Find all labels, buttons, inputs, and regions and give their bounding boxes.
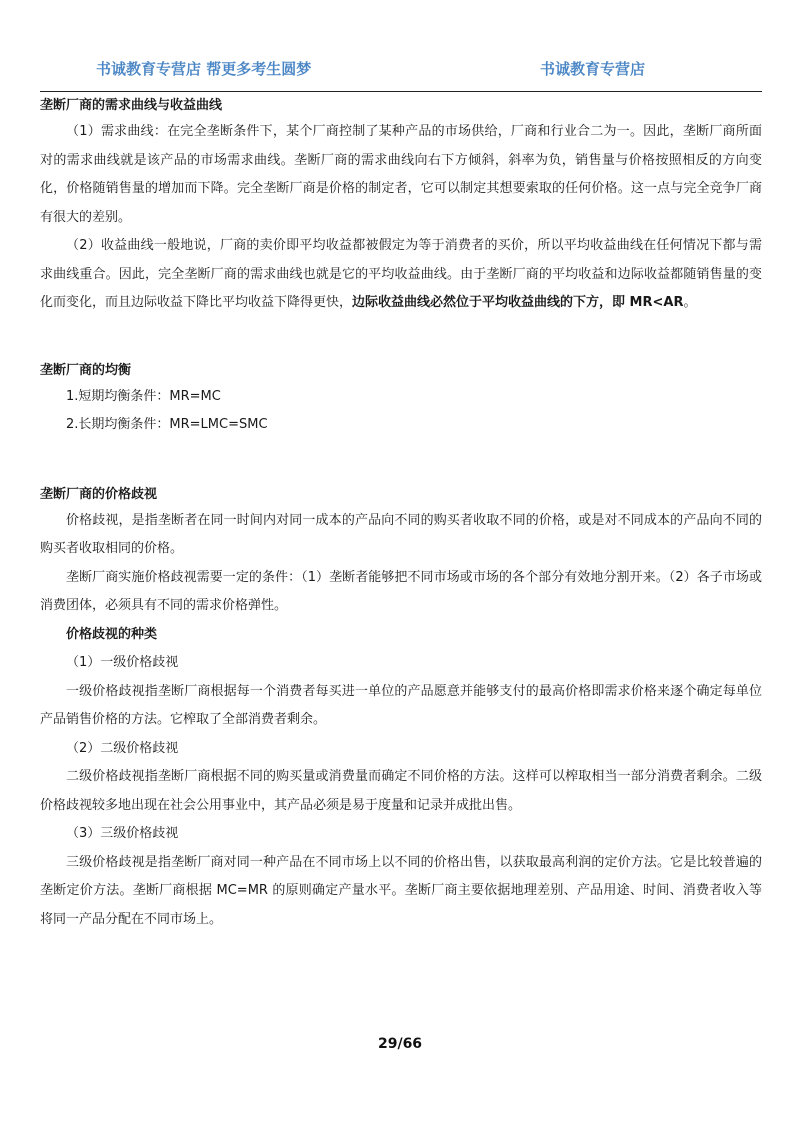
paragraph-revenue-curve: [40, 232, 762, 318]
label-first-degree: （1）一级价格歧视: [66, 655, 179, 670]
paragraph-demand-curve: （1）需求曲线：在完全垄断条件下，某个厂商控制了某种产品的市场供给，厂商和行业合二为一。因此，垄断厂商所面对的需求曲线就是该产品的市场需求曲线。垄断厂商的需求曲线向右下方倾斜，斜率为负，销售量与价格按照相反的方向变化，价格随销售量的增加而下降。完全垄断厂商是价格的制定者，它可以制定其想要索取的任何价格。这一点与完全竞争厂商有很大的差别。: [40, 124, 762, 225]
long-run-value: MR=LMC=SMC: [169, 417, 268, 432]
long-run-label: 2.长期均衡条件：: [66, 417, 170, 432]
paragraph-first-degree: 一级价格歧视指垄断厂商根据每一个消费者每买进一单位的产品愿意并能够支付的最高价格即需求价格来逐个确定每单位产品销售价格的方法。它榨取了全部消费者剩余。: [40, 683, 762, 727]
label-third-degree: （3）三级价格歧视: [66, 826, 179, 841]
list-item-short-run: [40, 383, 762, 412]
total-pages: 66: [402, 1036, 423, 1052]
document-body: [40, 95, 762, 934]
page-separator: /: [397, 1036, 403, 1052]
paragraph-price-discrimination-definition: 价格歧视，是指垄断者在同一时间内对同一成本的产品向不同的购买者收取不同的价格，或是对不同成本的产品向不同的购买者收取相同的价格。: [40, 512, 762, 556]
revenue-curve-text: （2）收益曲线一般地说，厂商的卖价即平均收益都被假定为等于消费者的买价，所以平均收益曲线在任何情况下都与需求曲线重合。因此，完全垄断厂商的需求曲线也就是它的平均收益曲线。由于垄断厂商的平均收益和边际收益都随销售量的变化而变化，而且边际收益下降比平均收益下降得更快，: [40, 238, 762, 310]
label-second-degree: （2）二级价格歧视: [66, 740, 179, 756]
header-right-title: 书诚教育专营店: [540, 60, 646, 78]
paragraph-third-degree: 三级价格歧视是指垄断厂商对同一种产品在不同市场上以不同的价格出售，以获取最高利润的定价方法。它是比较普遍的垄断定价方法。垄断厂商根据 MC=MR 的原则确定产量水平。垄断厂商主要依据地理差别、产品用途、时间、消费者收入等将同一产品分配在不同市场上。: [40, 854, 762, 927]
section-title-equilibrium: 垄断厂商的均衡: [40, 362, 132, 378]
paragraph-second-degree: 二级价格歧视指垄断厂商根据不同的购买量或消费量而确定不同价格的方法。这样可以榨取相当一部分消费者剩余。二级价格歧视较多地出现在社会公用事业中，其产品必须是易于度量和记录并成批出售。: [40, 769, 762, 813]
page-number: [0, 1036, 800, 1052]
section-title-price-discrimination: 垄断厂商的价格歧视: [40, 486, 158, 502]
current-page: 29: [377, 1036, 398, 1052]
section-title-demand-revenue: 垄断厂商的需求曲线与收益曲线: [40, 98, 223, 113]
revenue-curve-bold-text: 边际收益曲线必然位于平均收益曲线的下方，即 MR<AR: [352, 295, 684, 310]
page-header: [40, 58, 762, 84]
paragraph-price-discrimination-conditions: 垄断厂商实施价格歧视需要一定的条件：（1）垄断者能够把不同市场或市场的各个部分有效地分割开来。（2）各子市场或消费团体，必须具有不同的需求价格弹性。: [40, 569, 762, 613]
header-divider: [40, 91, 762, 92]
list-item-long-run: [40, 411, 762, 440]
subtitle-discrimination-types: 价格歧视的种类: [66, 626, 158, 642]
revenue-curve-end: 。: [683, 295, 697, 310]
short-run-value: MR=MC: [169, 388, 221, 404]
header-left-title: 书诚教育专营店 帮更多考生圆梦: [96, 60, 312, 78]
short-run-label: 1.短期均衡条件：: [66, 388, 170, 404]
